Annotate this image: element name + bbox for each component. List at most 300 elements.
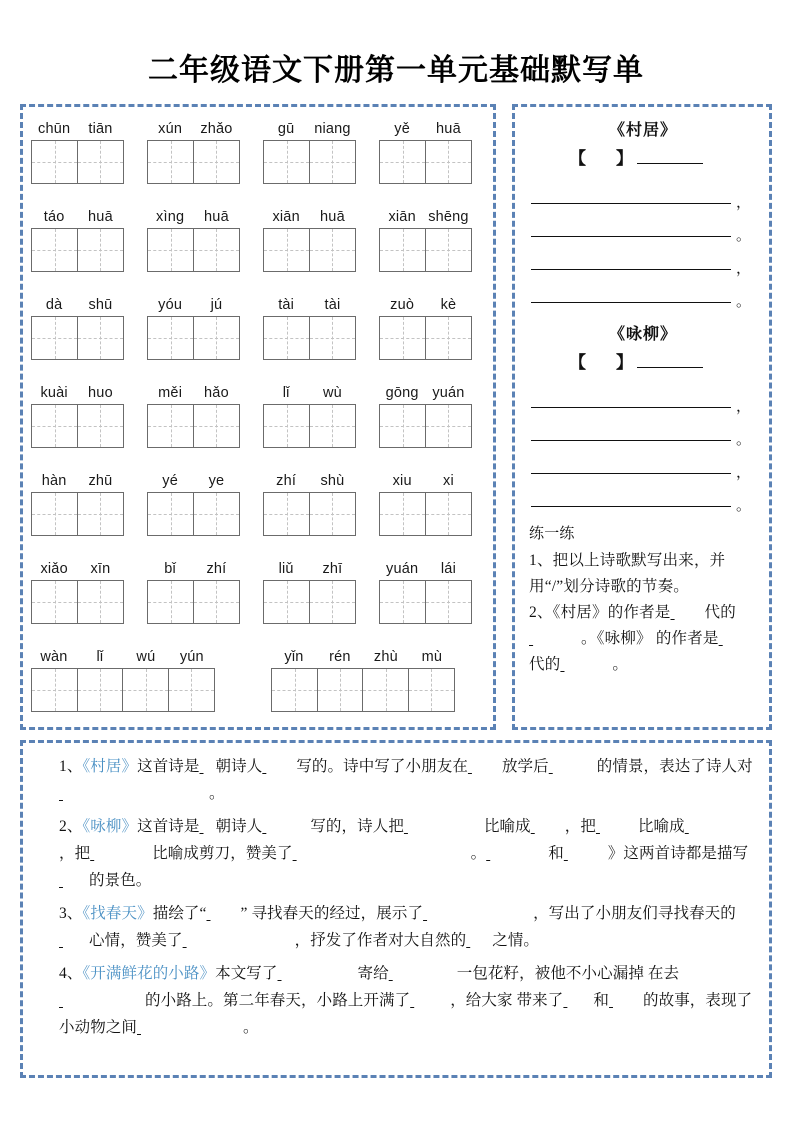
pinyin-word-group — [147, 465, 240, 553]
pinyin-row — [23, 113, 493, 201]
pinyin-syllable: yé — [162, 473, 178, 489]
line-punctuation: 。 — [735, 498, 751, 514]
rule-line — [531, 203, 731, 204]
pinyin-syllable: tài — [278, 297, 295, 313]
pinyin-syllable: xiān — [272, 209, 300, 225]
practice-item-1: 1、把以上诗歌默写出来，并用“/”划分诗歌的节奏。 — [529, 552, 726, 595]
line-punctuation: ， — [735, 261, 751, 277]
tianzige-box-group — [379, 316, 472, 360]
pinyin-labels — [31, 641, 215, 665]
tianzige-box[interactable] — [168, 668, 215, 712]
blank[interactable] — [262, 813, 310, 840]
seg: 放学后 — [501, 758, 549, 775]
write-line[interactable] — [529, 212, 757, 245]
pinyin-syllable: tài — [324, 297, 341, 313]
tianzige-box[interactable] — [193, 228, 240, 272]
pinyin-syllable: shū — [88, 297, 113, 313]
poem-dictation-panel — [512, 104, 772, 730]
seg: ，写出了小朋友们寻找春天的 — [533, 905, 736, 922]
seg: 一包花籽，被他不小心漏掉 在去 — [456, 965, 680, 982]
pinyin-syllable: zhí — [276, 473, 297, 489]
seg: 心情，赞美了 — [89, 932, 183, 949]
seg: 朝诗人 — [215, 818, 263, 835]
poem-block-cunju — [529, 117, 757, 311]
seg: ，给大家 带来了 — [450, 992, 564, 1009]
pinyin-labels — [147, 289, 240, 313]
poem-title-cunju: 《村居》 — [608, 122, 677, 139]
pinyin-word-group — [31, 553, 124, 641]
pinyin-labels — [31, 553, 124, 577]
pinyin-syllable: zhū — [88, 473, 113, 489]
pinyin-labels — [379, 113, 472, 137]
tianzige-box-group — [271, 668, 455, 712]
pinyin-labels — [147, 553, 240, 577]
pinyin-syllable: huā — [320, 209, 345, 225]
seg: ，抒发了作者对大自然的 — [294, 932, 467, 949]
tianzige-box-group — [263, 228, 356, 272]
tianzige-box[interactable] — [147, 140, 194, 184]
tianzige-box[interactable] — [379, 404, 426, 448]
tianzige-box[interactable] — [193, 316, 240, 360]
tianzige-box[interactable] — [425, 580, 472, 624]
pinyin-syllable: měi — [158, 385, 183, 401]
pinyin-word-group — [379, 201, 472, 289]
tianzige-box[interactable] — [147, 228, 194, 272]
blank[interactable] — [183, 927, 295, 954]
tianzige-box[interactable] — [31, 668, 78, 712]
pinyin-labels — [379, 289, 472, 313]
tianzige-box[interactable] — [309, 228, 356, 272]
pinyin-word-group — [379, 553, 472, 641]
pinyin-word-group — [379, 465, 472, 553]
tianzige-box[interactable] — [193, 404, 240, 448]
pinyin-syllable: huo — [88, 385, 113, 401]
rule-line — [531, 269, 731, 270]
blank[interactable] — [549, 753, 597, 780]
seg: 本文写了 — [215, 965, 278, 982]
tianzige-box[interactable] — [77, 492, 124, 536]
tianzige-box[interactable] — [309, 140, 356, 184]
pinyin-syllable: xiu — [392, 473, 412, 489]
seg: 》这两首诗都是描写 — [607, 845, 749, 862]
pinyin-row — [23, 201, 493, 289]
tianzige-box[interactable] — [425, 404, 472, 448]
pinyin-syllable: kuài — [40, 385, 68, 401]
pinyin-word-group — [147, 289, 240, 377]
blank[interactable] — [560, 652, 612, 678]
rule-line — [531, 440, 731, 441]
pinyin-syllable: lái — [440, 561, 456, 577]
pinyin-row — [23, 465, 493, 553]
blank[interactable] — [423, 900, 533, 927]
blank[interactable] — [564, 840, 608, 867]
tianzige-box-group — [147, 228, 240, 272]
blank[interactable] — [59, 927, 89, 954]
seg: 比喻成剪刀，赞美了 — [152, 845, 293, 862]
tianzige-box-group — [263, 580, 356, 624]
tianzige-box[interactable] — [77, 140, 124, 184]
pinyin-word-group — [31, 113, 124, 201]
pinyin-syllable: shēng — [428, 209, 469, 225]
pinyin-labels — [263, 553, 356, 577]
pinyin-syllable: xìng — [156, 209, 185, 225]
pinyin-word-group — [147, 377, 240, 465]
blank[interactable] — [200, 753, 216, 780]
seg: 写的。诗中写了小朋友在 — [296, 758, 468, 775]
write-line[interactable] — [529, 416, 757, 449]
pinyin-labels — [147, 377, 240, 401]
pinyin-labels — [263, 201, 356, 225]
pinyin-syllable: yóu — [158, 297, 183, 313]
tianzige-box[interactable] — [77, 316, 124, 360]
pinyin-syllable: gū — [277, 121, 295, 137]
blank[interactable] — [90, 840, 152, 867]
pinyin-syllable: bǐ — [164, 561, 176, 577]
seg: ，把 — [59, 845, 91, 862]
pinyin-syllable: xīn — [90, 561, 111, 577]
pinyin-word-group — [31, 289, 124, 377]
pinyin-labels — [379, 377, 472, 401]
pinyin-syllable: xi — [443, 473, 454, 489]
pinyin-syllable: wù — [322, 385, 342, 401]
tianzige-box[interactable] — [147, 316, 194, 360]
blank[interactable] — [262, 753, 296, 780]
pinyin-labels — [147, 113, 240, 137]
tianzige-box[interactable] — [408, 668, 455, 712]
rule-line — [531, 506, 731, 507]
tianzige-box-group — [31, 580, 124, 624]
tianzige-box-group — [31, 228, 124, 272]
bracket-close-icon: 】 — [616, 149, 633, 168]
practice-item2-part2: 代的 — [704, 604, 736, 621]
tianzige-box[interactable] — [271, 668, 318, 712]
pinyin-word-group — [263, 113, 356, 201]
tianzige-box-group — [379, 580, 472, 624]
tianzige-box[interactable] — [379, 316, 426, 360]
tianzige-box[interactable] — [263, 492, 310, 536]
pinyin-word-group — [147, 553, 240, 641]
question-1 — [37, 753, 755, 807]
tianzige-box[interactable] — [379, 140, 426, 184]
blank[interactable] — [59, 867, 89, 894]
tianzige-box[interactable] — [77, 404, 124, 448]
blank[interactable] — [685, 813, 747, 840]
question-2 — [37, 813, 755, 894]
tianzige-box[interactable] — [193, 492, 240, 536]
book-title-link[interactable]: 《开满鲜花的小路》 — [82, 965, 216, 982]
blank[interactable] — [200, 813, 216, 840]
blank[interactable] — [596, 813, 638, 840]
poem-title-blank-yongliu[interactable] — [637, 355, 703, 368]
tianzige-box[interactable] — [147, 404, 194, 448]
line-punctuation: 。 — [735, 432, 751, 448]
blank[interactable] — [466, 927, 492, 954]
tianzige-box[interactable] — [317, 668, 364, 712]
pinyin-syllable: gōng — [385, 385, 419, 401]
pinyin-word-group — [31, 201, 124, 289]
line-punctuation: ， — [735, 465, 751, 481]
blank[interactable] — [531, 813, 565, 840]
tianzige-box[interactable] — [31, 140, 78, 184]
bracket-open-icon: 【 — [569, 353, 586, 372]
seg: 的景色。 — [89, 872, 152, 889]
tianzige-box[interactable] — [379, 580, 426, 624]
pinyin-labels — [379, 465, 472, 489]
practice-block — [529, 521, 757, 678]
pinyin-syllable: zuò — [390, 297, 415, 313]
question-number: 4、 — [59, 965, 83, 982]
tianzige-box-group — [31, 492, 124, 536]
practice-item2-part4: 代的 — [529, 656, 561, 673]
pinyin-syllable: shù — [320, 473, 345, 489]
tianzige-box[interactable] — [263, 316, 310, 360]
tianzige-box[interactable] — [263, 228, 310, 272]
seg: 描绘了“ — [152, 905, 207, 922]
pinyin-syllable: lǐ — [96, 649, 104, 665]
blank[interactable] — [529, 626, 581, 652]
bracket-open-icon: 【 — [569, 149, 586, 168]
write-line[interactable] — [529, 278, 757, 311]
write-line[interactable] — [529, 449, 757, 482]
pinyin-syllable: xiān — [388, 209, 416, 225]
question-3 — [37, 900, 755, 954]
tianzige-box[interactable] — [309, 404, 356, 448]
rule-line — [531, 236, 731, 237]
pinyin-syllable: huā — [88, 209, 113, 225]
tianzige-box[interactable] — [425, 140, 472, 184]
pinyin-syllable: yún — [179, 649, 204, 665]
tianzige-box-group — [147, 580, 240, 624]
tianzige-box[interactable] — [425, 492, 472, 536]
bracket-close-icon: 】 — [616, 353, 633, 372]
tianzige-box[interactable] — [362, 668, 409, 712]
pinyin-labels — [263, 377, 356, 401]
write-line[interactable] — [529, 179, 757, 212]
seg: 这首诗是 — [137, 818, 200, 835]
blank[interactable] — [389, 960, 457, 987]
pinyin-labels — [147, 465, 240, 489]
pinyin-syllable: huā — [436, 121, 461, 137]
seg: ” 寻找春天的经过，展示了 — [240, 905, 424, 922]
pinyin-word-group — [263, 465, 356, 553]
pinyin-word-group — [379, 377, 472, 465]
top-area — [0, 104, 792, 734]
blank[interactable] — [563, 987, 593, 1014]
seg: 这首诗是 — [137, 758, 200, 775]
rule-line — [531, 473, 731, 474]
pinyin-syllable: yě — [394, 121, 410, 137]
blank[interactable] — [468, 753, 502, 780]
tianzige-box-group — [31, 316, 124, 360]
practice-item2-part1: 2、《村居》的作者是 — [529, 604, 671, 621]
pinyin-word-group — [379, 289, 472, 377]
pinyin-syllable: ye — [208, 473, 225, 489]
blank[interactable] — [410, 987, 450, 1014]
pinyin-syllable: zhí — [206, 561, 227, 577]
pinyin-labels — [263, 113, 356, 137]
pinyin-word-group — [31, 377, 124, 465]
book-title-link[interactable]: 《找春天》 — [82, 905, 153, 922]
pinyin-syllable: niang — [314, 121, 351, 137]
blank[interactable] — [59, 987, 145, 1014]
blank[interactable] — [719, 626, 753, 652]
pinyin-labels — [31, 465, 124, 489]
tianzige-box-group — [147, 140, 240, 184]
write-line[interactable] — [529, 383, 757, 416]
pinyin-syllable: mù — [421, 649, 443, 665]
pinyin-labels — [379, 553, 472, 577]
pinyin-syllable: zhī — [322, 561, 343, 577]
tianzige-box[interactable] — [379, 492, 426, 536]
blank[interactable] — [404, 813, 484, 840]
pinyin-syllable: dà — [45, 297, 63, 313]
tianzige-box-group — [263, 140, 356, 184]
tianzige-box-group — [379, 228, 472, 272]
tianzige-box[interactable] — [193, 140, 240, 184]
comprehension-questions-panel — [20, 740, 772, 1078]
line-punctuation: ， — [735, 195, 751, 211]
practice-item2-part3: 。《咏柳》 的作者是 — [581, 630, 719, 647]
pinyin-syllable: huā — [204, 209, 229, 225]
seg: 。 — [243, 1019, 259, 1036]
tianzige-box[interactable] — [77, 580, 124, 624]
seg: ，把 — [564, 818, 596, 835]
question-number: 1、 — [59, 758, 83, 775]
tianzige-box[interactable] — [379, 228, 426, 272]
tianzige-box-group — [263, 316, 356, 360]
pinyin-labels — [379, 201, 472, 225]
tianzige-box[interactable] — [31, 580, 78, 624]
pinyin-syllable: tiān — [88, 121, 113, 137]
blank[interactable] — [293, 840, 471, 867]
pinyin-syllable: chūn — [38, 121, 71, 137]
pinyin-syllable: xiǎo — [40, 561, 68, 577]
seg: 朝诗人 — [215, 758, 263, 775]
pinyin-syllable: rén — [329, 649, 351, 665]
tianzige-box[interactable] — [309, 580, 356, 624]
seg: 寄给 — [357, 965, 389, 982]
pinyin-row — [23, 641, 493, 727]
tianzige-box[interactable] — [77, 228, 124, 272]
tianzige-box[interactable] — [193, 580, 240, 624]
tianzige-box-group — [147, 316, 240, 360]
tianzige-box[interactable] — [263, 580, 310, 624]
pinyin-syllable: liǔ — [278, 561, 294, 577]
pinyin-row — [23, 377, 493, 465]
practice-heading: 练一练 — [529, 526, 575, 542]
pinyin-syllable: zhù — [373, 649, 398, 665]
blank[interactable] — [278, 960, 358, 987]
tianzige-box[interactable] — [425, 316, 472, 360]
seg: 的故事，表现了小动物之间 — [59, 992, 753, 1036]
blank[interactable] — [671, 600, 705, 626]
line-punctuation: 。 — [735, 228, 751, 244]
question-number: 2、 — [59, 818, 83, 835]
tianzige-box-group — [379, 140, 472, 184]
pinyin-labels — [31, 113, 124, 137]
tianzige-box[interactable] — [263, 404, 310, 448]
pinyin-grid-panel — [20, 104, 496, 730]
pinyin-row — [23, 289, 493, 377]
tianzige-box[interactable] — [31, 492, 78, 536]
tianzige-box[interactable] — [263, 140, 310, 184]
tianzige-box[interactable] — [122, 668, 169, 712]
write-line[interactable] — [529, 245, 757, 278]
pinyin-word-group — [31, 465, 124, 553]
seg: 之情。 — [492, 932, 540, 949]
pinyin-syllable: xún — [158, 121, 183, 137]
question-number: 3、 — [59, 905, 83, 922]
blank[interactable] — [137, 1014, 243, 1041]
seg: 和 — [548, 845, 564, 862]
pinyin-syllable: táo — [43, 209, 65, 225]
book-title-link[interactable]: 《村居》 — [82, 758, 138, 775]
seg: 。 — [470, 845, 487, 862]
pinyin-word-group — [271, 641, 455, 729]
tianzige-box[interactable] — [309, 492, 356, 536]
pinyin-syllable: yǐn — [284, 649, 304, 665]
pinyin-syllable: wàn — [40, 649, 68, 665]
tianzige-box-group — [31, 668, 215, 712]
pinyin-word-group — [147, 113, 240, 201]
blank[interactable] — [609, 987, 643, 1014]
poem-author-bracket-cunju — [529, 144, 757, 169]
seg: 比喻成 — [483, 818, 531, 835]
tianzige-box[interactable] — [147, 580, 194, 624]
blank[interactable] — [59, 780, 209, 807]
poem-title-blank-cunju[interactable] — [637, 151, 703, 164]
rule-line — [531, 302, 731, 303]
seg: 的情景，表达了诗人对 — [596, 758, 753, 775]
pinyin-syllable: yuán — [386, 561, 419, 577]
blank[interactable] — [486, 840, 548, 867]
tianzige-box-group — [263, 492, 356, 536]
seg: 的小路上。第二年春天，小路上开满了 — [145, 992, 411, 1009]
write-line[interactable] — [529, 482, 757, 515]
pinyin-labels — [263, 465, 356, 489]
page-title: 二年级语文下册第一单元基础默写单 — [148, 54, 644, 87]
tianzige-box-group — [147, 492, 240, 536]
tianzige-box[interactable] — [31, 316, 78, 360]
pinyin-labels — [147, 201, 240, 225]
seg: 。 — [209, 785, 225, 802]
pinyin-row — [23, 553, 493, 641]
pinyin-syllable: jú — [210, 297, 223, 313]
pinyin-word-group — [31, 641, 215, 729]
book-title-link[interactable]: 《咏柳》 — [82, 818, 138, 835]
pinyin-word-group — [263, 289, 356, 377]
blank[interactable] — [207, 900, 241, 927]
pinyin-syllable: wú — [136, 649, 156, 665]
pinyin-word-group — [147, 201, 240, 289]
pinyin-syllable: zhǎo — [200, 121, 233, 137]
pinyin-labels — [263, 289, 356, 313]
question-4 — [37, 960, 755, 1041]
tianzige-box[interactable] — [147, 492, 194, 536]
pinyin-labels — [31, 377, 124, 401]
rule-line — [531, 407, 731, 408]
tianzige-box[interactable] — [77, 668, 124, 712]
tianzige-box[interactable] — [31, 228, 78, 272]
tianzige-box-group — [31, 140, 124, 184]
pinyin-syllable: yuán — [432, 385, 465, 401]
pinyin-syllable: kè — [440, 297, 457, 313]
tianzige-box[interactable] — [309, 316, 356, 360]
tianzige-box[interactable] — [425, 228, 472, 272]
tianzige-box[interactable] — [31, 404, 78, 448]
pinyin-syllable: hàn — [41, 473, 67, 489]
pinyin-word-group — [379, 113, 472, 201]
